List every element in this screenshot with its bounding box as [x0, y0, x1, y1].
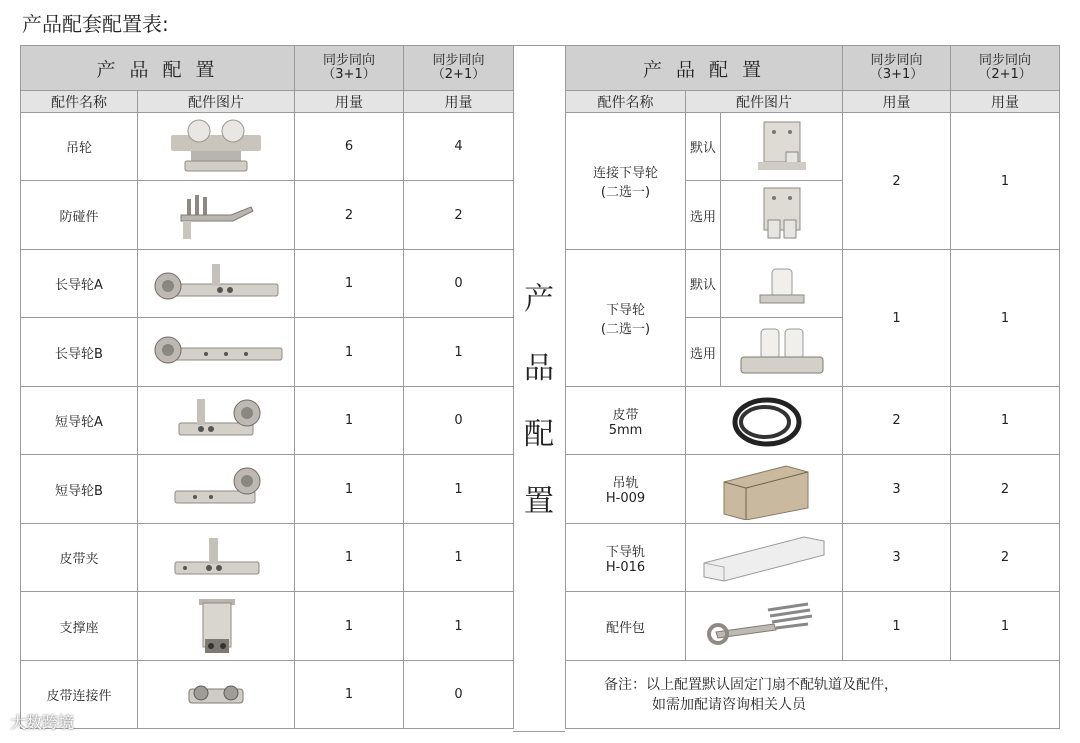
qty-3plus1: 1 — [295, 318, 404, 387]
qty-2plus1: 1 — [951, 387, 1060, 455]
center-char: 配 — [524, 417, 554, 452]
short-guide-b-icon — [138, 455, 295, 524]
table-row — [21, 524, 514, 592]
center-char: 置 — [524, 484, 554, 519]
part-name: 皮带夹 — [21, 524, 138, 592]
qty-3plus1: 3 — [843, 524, 951, 592]
left-sub-image: 配件图片 — [138, 91, 295, 113]
right-config-table — [565, 45, 1060, 729]
qty-2plus1: 2 — [951, 524, 1060, 592]
table-row — [21, 181, 514, 250]
belt-icon — [686, 387, 843, 455]
qty-2plus1: 2 — [404, 181, 514, 250]
left-sub-qty2: 用量 — [404, 91, 514, 113]
top-rail-icon — [686, 455, 843, 524]
table-row — [566, 455, 1060, 524]
part-name: 下导轨 H-016 — [566, 524, 686, 592]
option-alt-label: 选用 — [686, 318, 721, 387]
hanging-wheel-icon — [138, 113, 295, 181]
option-alt-label: 选用 — [686, 181, 721, 250]
part-name: 下导轮 (二选一) — [566, 250, 686, 387]
anti-collision-icon — [138, 181, 295, 250]
qty-2plus1: 4 — [404, 113, 514, 181]
bottom-rail-icon — [686, 524, 843, 592]
accessory-pack-icon — [686, 592, 843, 661]
center-char: 产 — [524, 282, 554, 317]
table-row — [21, 592, 514, 661]
left-config-table — [20, 45, 514, 729]
qty-2plus1: 1 — [404, 524, 514, 592]
right-header-col2: 同步同向 （2+1） — [951, 46, 1060, 91]
qty-3plus1: 2 — [295, 181, 404, 250]
table-row — [21, 387, 514, 455]
qty-2plus1: 1 — [951, 113, 1060, 250]
connect-guide-alt-icon — [721, 181, 843, 250]
table-row — [21, 455, 514, 524]
part-name: 支撑座 — [21, 592, 138, 661]
right-sub-qty2: 用量 — [951, 91, 1060, 113]
part-name: 连接下导轮 (二选一) — [566, 113, 686, 250]
page-title: 产品配套配置表: — [22, 12, 169, 36]
support-base-icon — [138, 592, 295, 661]
part-name: 配件包 — [566, 592, 686, 661]
part-name: 长导轮A — [21, 250, 138, 318]
qty-3plus1: 1 — [843, 592, 951, 661]
table-row — [21, 318, 514, 387]
belt-clip-icon — [138, 524, 295, 592]
center-vertical-label — [513, 45, 565, 732]
qty-3plus1: 1 — [295, 387, 404, 455]
right-sub-qty1: 用量 — [843, 91, 951, 113]
qty-3plus1: 2 — [843, 113, 951, 250]
part-name: 短导轮B — [21, 455, 138, 524]
left-header-col2: 同步同向 （2+1） — [404, 46, 514, 91]
qty-3plus1: 6 — [295, 113, 404, 181]
qty-2plus1: 0 — [404, 661, 514, 729]
right-sub-name: 配件名称 — [566, 91, 686, 113]
right-header-config: 产 品 配 置 — [566, 46, 843, 91]
qty-3plus1: 1 — [295, 250, 404, 318]
left-sub-qty1: 用量 — [295, 91, 404, 113]
bottom-guide-default-icon — [721, 250, 843, 318]
table-row — [21, 661, 514, 729]
table-row — [566, 387, 1060, 455]
table-row — [566, 592, 1060, 661]
part-name: 吊轮 — [21, 113, 138, 181]
watermark-logo: 大数跨境 — [10, 713, 75, 732]
qty-3plus1: 3 — [843, 455, 951, 524]
long-guide-a-icon — [138, 250, 295, 318]
qty-2plus1: 1 — [404, 318, 514, 387]
part-name: 短导轮A — [21, 387, 138, 455]
part-name: 吊轨 H-009 — [566, 455, 686, 524]
part-name: 皮带连接件 — [21, 661, 138, 729]
left-sub-name: 配件名称 — [21, 91, 138, 113]
qty-2plus1: 1 — [404, 592, 514, 661]
bottom-guide-alt-icon — [721, 318, 843, 387]
left-header-col1: 同步同向 （3+1） — [295, 46, 404, 91]
left-header-config: 产 品 配 置 — [21, 46, 295, 91]
part-name: 长导轮B — [21, 318, 138, 387]
remark-note: 备注：以上配置默认固定门扇不配轨道及配件， 如需加配请咨询相关人员 — [566, 661, 1060, 729]
belt-connector-icon — [138, 661, 295, 729]
qty-3plus1: 1 — [295, 592, 404, 661]
qty-2plus1: 0 — [404, 250, 514, 318]
table-row — [21, 250, 514, 318]
table-row — [566, 250, 1060, 318]
qty-3plus1: 2 — [843, 387, 951, 455]
qty-3plus1: 1 — [843, 250, 951, 387]
short-guide-a-icon — [138, 387, 295, 455]
qty-3plus1: 1 — [295, 661, 404, 729]
long-guide-b-icon — [138, 318, 295, 387]
connect-guide-default-icon — [721, 113, 843, 181]
right-header-col1: 同步同向 （3+1） — [843, 46, 951, 91]
center-char: 品 — [524, 351, 554, 386]
qty-3plus1: 1 — [295, 455, 404, 524]
table-row — [21, 113, 514, 181]
table-row — [566, 524, 1060, 592]
qty-2plus1: 1 — [951, 250, 1060, 387]
qty-3plus1: 1 — [295, 524, 404, 592]
qty-2plus1: 1 — [951, 592, 1060, 661]
qty-2plus1: 1 — [404, 455, 514, 524]
option-default-label: 默认 — [686, 250, 721, 318]
part-name: 防碰件 — [21, 181, 138, 250]
part-name: 皮带 5mm — [566, 387, 686, 455]
qty-2plus1: 0 — [404, 387, 514, 455]
table-row — [566, 113, 1060, 181]
qty-2plus1: 2 — [951, 455, 1060, 524]
right-sub-image: 配件图片 — [686, 91, 843, 113]
option-default-label: 默认 — [686, 113, 721, 181]
